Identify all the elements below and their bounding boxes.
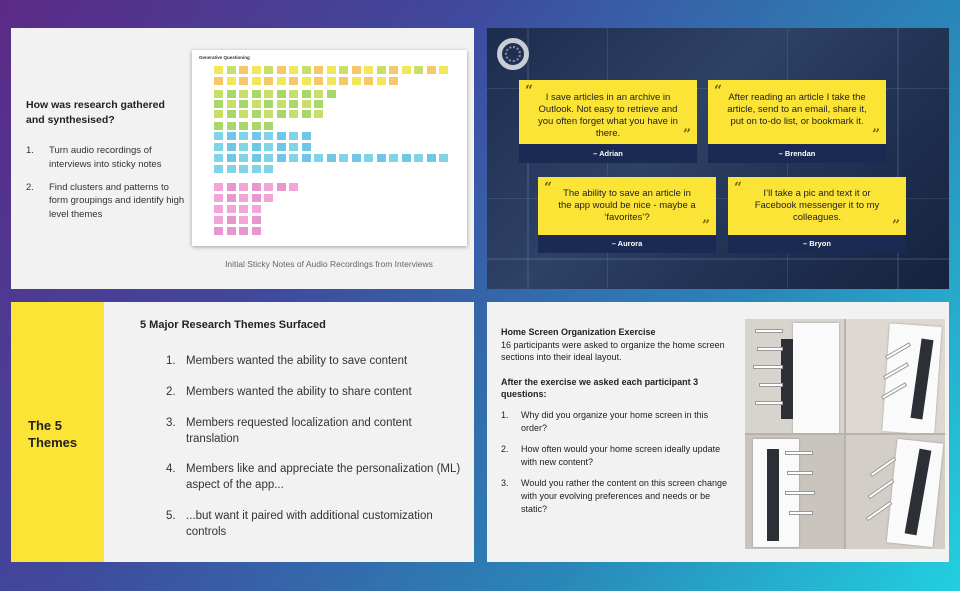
- exercise-intro: 16 participants were asked to organize the home screen sections into their ideal layout.: [501, 339, 725, 363]
- close-quote-icon: ”: [871, 127, 880, 143]
- band-label: The 5 Themes: [28, 418, 78, 450]
- sticky-note: [327, 66, 336, 74]
- sticky-notes-board-image: [192, 50, 467, 246]
- sticky-note: [402, 66, 411, 74]
- sticky-note: [214, 77, 223, 85]
- sticky-note: [277, 110, 286, 118]
- sticky-note: [214, 154, 223, 162]
- sticky-note: [227, 194, 236, 202]
- sticky-note: [239, 183, 248, 191]
- sticky-note: [264, 143, 273, 151]
- sticky-note: [439, 154, 448, 162]
- sticky-note: [314, 110, 323, 118]
- sticky-note: [277, 77, 286, 85]
- sticky-note: [277, 66, 286, 74]
- sticky-note: [289, 66, 298, 74]
- exercise-photo: [846, 435, 945, 549]
- sticky-note: [214, 216, 223, 224]
- sticky-note: [352, 154, 361, 162]
- sticky-note: [214, 205, 223, 213]
- sticky-note: [302, 143, 311, 151]
- question-text: Would you rather the content on this screen change with your evolving preferences and needs or be static?: [521, 478, 727, 514]
- sticky-note: [239, 110, 248, 118]
- sticky-note: [364, 154, 373, 162]
- sticky-note: [339, 66, 348, 74]
- theme-number: 3.: [166, 416, 176, 429]
- quote-card-aurora: [538, 177, 716, 253]
- yellow-side-band: [11, 302, 104, 562]
- sticky-note: [327, 154, 336, 162]
- sticky-note: [264, 194, 273, 202]
- quote-text-box: [708, 80, 886, 144]
- sticky-note: [389, 77, 398, 85]
- sticky-note: [227, 143, 236, 151]
- sticky-note: [364, 66, 373, 74]
- theme-text: ...but want it paired with additional customization controls: [186, 510, 433, 539]
- sticky-note: [252, 77, 261, 85]
- sticky-note: [277, 90, 286, 98]
- sticky-note: [227, 183, 236, 191]
- sticky-note: [227, 110, 236, 118]
- sticky-note: [277, 183, 286, 191]
- sticky-note: [252, 122, 261, 130]
- theme-number: 2.: [166, 385, 176, 398]
- sticky-note: [264, 165, 273, 173]
- theme-number: 1.: [166, 355, 176, 367]
- sticky-note: [239, 143, 248, 151]
- sticky-note: [214, 100, 223, 108]
- sticky-note: [227, 100, 236, 108]
- sticky-note: [264, 132, 273, 140]
- step-number: 1.: [26, 145, 34, 156]
- open-quote-icon: “: [544, 180, 553, 196]
- sticky-note: [214, 227, 223, 235]
- open-quote-icon: “: [714, 83, 723, 99]
- quote-card-bryon: [728, 177, 906, 253]
- sticky-note: [239, 100, 248, 108]
- sticky-note: [239, 122, 248, 130]
- sticky-note: [252, 132, 261, 140]
- sticky-note: [314, 90, 323, 98]
- close-quote-icon: ”: [891, 218, 900, 234]
- sticky-note: [252, 154, 261, 162]
- list-item: [501, 443, 736, 468]
- theme-text: Members wanted the ability to share content: [186, 385, 412, 398]
- question-number: 2.: [501, 444, 509, 455]
- quote-author: – Aurora: [538, 235, 716, 253]
- quote-text-box: [728, 177, 906, 235]
- ring-logo-icon: [497, 38, 529, 70]
- quote-text: The ability to save an article in the app would be nice - maybe a ‘favorites’?: [558, 188, 696, 224]
- sticky-note: [377, 66, 386, 74]
- quote-author: – Adrian: [519, 144, 697, 163]
- sticky-note: [414, 66, 423, 74]
- sticky-note: [252, 90, 261, 98]
- sticky-note: [252, 110, 261, 118]
- sticky-note: [352, 77, 361, 85]
- sticky-note: [339, 154, 348, 162]
- sticky-note: [227, 205, 236, 213]
- sticky-note: [289, 100, 298, 108]
- list-item: [166, 416, 466, 448]
- quote-text: After reading an article I take the article, send to an email, share it, put on to-do list, or bookmark it.: [727, 92, 867, 128]
- list-item: [501, 409, 736, 434]
- exercise-description: [501, 326, 736, 524]
- sticky-note: [239, 216, 248, 224]
- slide-home-screen-exercise: [487, 302, 949, 562]
- quote-text-box: [538, 177, 716, 235]
- open-quote-icon: “: [734, 180, 743, 196]
- list-item: [166, 462, 466, 494]
- sticky-note: [214, 165, 223, 173]
- quote-author: – Brendan: [708, 144, 886, 163]
- close-quote-icon: ”: [682, 127, 691, 143]
- research-question: How was research gathered and synthesised?: [26, 99, 165, 127]
- themes-title: 5 Major Research Themes Surfaced: [140, 319, 326, 331]
- sticky-note: [214, 194, 223, 202]
- theme-number: 4.: [166, 463, 176, 476]
- close-quote-icon: ”: [701, 218, 710, 234]
- sticky-note: [264, 66, 273, 74]
- sticky-note: [252, 165, 261, 173]
- sticky-note: [264, 110, 273, 118]
- sticky-note: [364, 77, 373, 85]
- sticky-note: [252, 227, 261, 235]
- question-text: Why did you organize your home screen in this order?: [521, 409, 709, 433]
- sticky-note: [427, 66, 436, 74]
- sticky-note: [264, 154, 273, 162]
- sticky-note: [264, 90, 273, 98]
- list-item: [166, 509, 466, 541]
- list-item: [166, 385, 466, 401]
- research-steps-list: [26, 144, 186, 231]
- sticky-note: [264, 183, 273, 191]
- sticky-note: [377, 154, 386, 162]
- slide-research-themes: [11, 302, 474, 562]
- step-number: 2.: [26, 181, 34, 193]
- sticky-note: [302, 132, 311, 140]
- sticky-note: [302, 154, 311, 162]
- quote-card-brendan: [708, 80, 886, 163]
- sticky-note: [439, 66, 448, 74]
- sticky-note: [289, 77, 298, 85]
- theme-number: 5.: [166, 510, 176, 523]
- exercise-subheading: After the exercise we asked each participant 3 questions:: [501, 376, 699, 400]
- sticky-note: [277, 100, 286, 108]
- sticky-note: [402, 154, 411, 162]
- sticky-note: [264, 77, 273, 85]
- slide-research-process: [11, 28, 474, 289]
- sticky-note: [227, 122, 236, 130]
- sticky-note: [289, 143, 298, 151]
- sticky-note: [352, 66, 361, 74]
- sticky-note: [289, 110, 298, 118]
- sticky-note: [289, 183, 298, 191]
- sticky-note: [239, 132, 248, 140]
- sticky-note: [239, 66, 248, 74]
- theme-text: Members like and appreciate the personalization (ML) aspect of the app...: [186, 463, 461, 492]
- sticky-note: [314, 66, 323, 74]
- sticky-note: [214, 132, 223, 140]
- open-quote-icon: “: [525, 83, 534, 99]
- sticky-note: [227, 216, 236, 224]
- sticky-note: [289, 90, 298, 98]
- questions-list: [501, 409, 736, 515]
- sticky-note: [239, 154, 248, 162]
- sticky-note: [252, 100, 261, 108]
- sticky-note: [214, 90, 223, 98]
- themes-list: [166, 354, 466, 556]
- step-text: Turn audio recordings of interviews into sticky notes: [49, 145, 162, 170]
- sticky-note: [339, 77, 348, 85]
- sticky-note: [252, 216, 261, 224]
- question-text: How often would your home screen ideally update with new content?: [521, 444, 721, 467]
- sticky-note: [252, 205, 261, 213]
- sticky-note: [227, 165, 236, 173]
- list-item: [166, 354, 466, 370]
- quote-text: I save articles in an archive in Outlook. Not easy to retrieve and you often forget what you have in there.: [538, 92, 678, 140]
- sticky-note: [239, 90, 248, 98]
- board-caption: Initial Sticky Notes of Audio Recordings from Interviews: [225, 259, 433, 269]
- list-item: [26, 181, 186, 222]
- sticky-note: [314, 100, 323, 108]
- sticky-note: [239, 77, 248, 85]
- quote-text: I’ll take a pic and text it or Facebook messenger it to my colleagues.: [754, 188, 880, 224]
- sticky-note: [389, 154, 398, 162]
- exercise-photo: [745, 435, 844, 549]
- sticky-note: [264, 100, 273, 108]
- sticky-note: [214, 122, 223, 130]
- sticky-note: [239, 194, 248, 202]
- list-item: [26, 144, 186, 172]
- sticky-note: [227, 77, 236, 85]
- sticky-note: [389, 66, 398, 74]
- step-text: Find clusters and patterns to form groupings and identify high level themes: [49, 181, 185, 221]
- sticky-note: [227, 90, 236, 98]
- sticky-note: [252, 143, 261, 151]
- question-number: 1.: [501, 409, 509, 420]
- sticky-note: [289, 154, 298, 162]
- sticky-note: [302, 66, 311, 74]
- sticky-note: [302, 77, 311, 85]
- theme-text: Members requested localization and content translation: [186, 416, 412, 445]
- sticky-note: [214, 66, 223, 74]
- sticky-note: [302, 90, 311, 98]
- sticky-note: [314, 77, 323, 85]
- exercise-heading: Home Screen Organization Exercise: [501, 327, 656, 337]
- sticky-note: [277, 132, 286, 140]
- slide-user-quotes: [487, 28, 949, 289]
- sticky-note: [227, 227, 236, 235]
- quote-author: – Bryon: [728, 235, 906, 253]
- sticky-note: [327, 90, 336, 98]
- sticky-note: [377, 77, 386, 85]
- question-number: 3.: [501, 478, 509, 489]
- quote-card-adrian: [519, 80, 697, 163]
- sticky-note: [239, 165, 248, 173]
- sticky-note: [214, 110, 223, 118]
- sticky-note: [252, 183, 261, 191]
- sticky-note: [227, 132, 236, 140]
- sticky-note: [314, 154, 323, 162]
- sticky-note: [277, 143, 286, 151]
- theme-text: Members wanted the ability to save content: [186, 355, 408, 367]
- sticky-note: [239, 205, 248, 213]
- sticky-note: [327, 77, 336, 85]
- board-title: Generative Questioning: [199, 55, 250, 60]
- sticky-note: [227, 154, 236, 162]
- sticky-note: [252, 66, 261, 74]
- exercise-photo: [745, 319, 844, 433]
- sticky-note: [302, 100, 311, 108]
- exercise-photo: [846, 319, 945, 433]
- sticky-note: [289, 132, 298, 140]
- sticky-note: [414, 154, 423, 162]
- exercise-photos-collage: [745, 319, 945, 549]
- sticky-note: [214, 143, 223, 151]
- sticky-note: [302, 110, 311, 118]
- sticky-note: [277, 154, 286, 162]
- sticky-note: [214, 183, 223, 191]
- list-item: [501, 477, 736, 515]
- sticky-note: [227, 66, 236, 74]
- sticky-note: [239, 227, 248, 235]
- quote-text-box: [519, 80, 697, 144]
- sticky-note: [252, 194, 261, 202]
- sticky-note: [264, 122, 273, 130]
- sticky-note: [427, 154, 436, 162]
